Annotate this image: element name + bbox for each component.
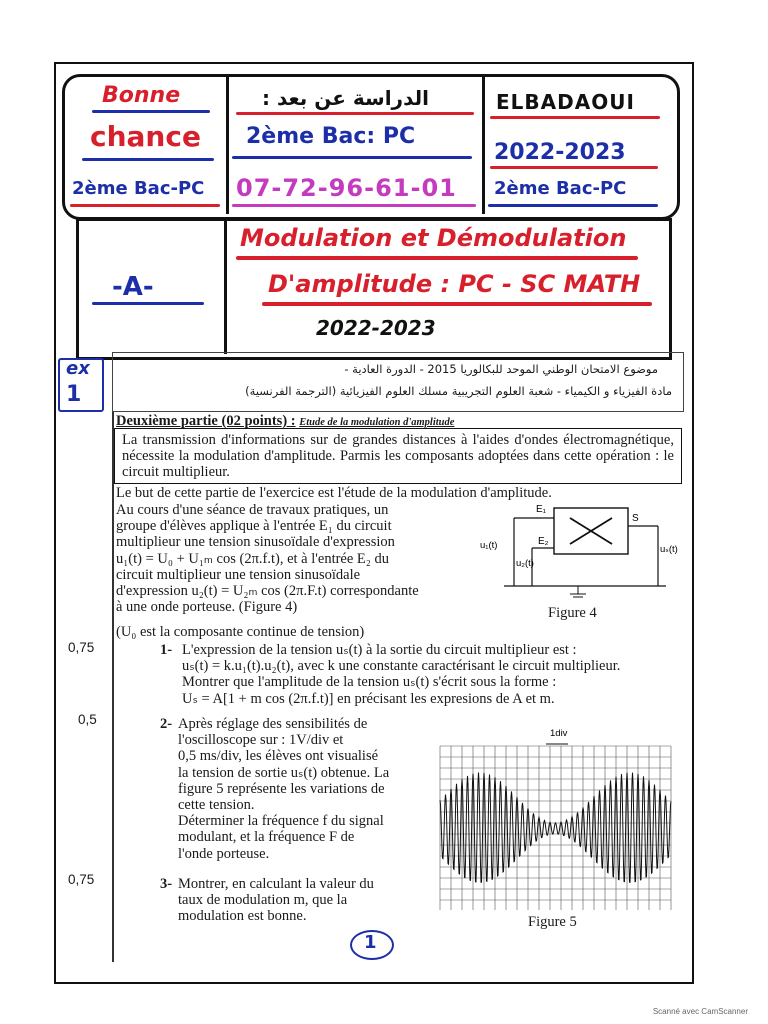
underline: [232, 204, 476, 207]
question-line: la tension de sortie uₛ(t) obtenue. La: [178, 764, 390, 781]
figure5-oscilloscope: [438, 720, 680, 910]
question-line: Montrer, en calculant la valeur du: [178, 876, 374, 892]
module-divider: [224, 218, 227, 354]
part-subtitle: Etude de la modulation d'amplitude: [299, 417, 455, 428]
context-line: groupe d'élèves applique à l'entrée E₁ du circuit: [116, 518, 392, 535]
label-s: S: [632, 513, 639, 524]
modulated-signal-trace: [440, 773, 671, 883]
question-line: 0,5 ms/div, les élèves ont visualisé: [178, 748, 379, 765]
header-class-left: 2ème Bac-PC: [72, 178, 205, 199]
module-title-line1: Modulation et Démodulation: [240, 224, 627, 252]
label-us: uₛ(t): [660, 544, 678, 555]
underline: [490, 166, 658, 169]
question-line: figure 5 représente les variations de: [178, 780, 385, 797]
underline: [232, 156, 472, 159]
header-divider-left: [226, 74, 229, 214]
question-line: L'expression de la tension uₛ(t) à la sortie du circuit multiplieur est :: [182, 642, 577, 658]
goal-text: Le but de cette partie de l'exercice est l'étude de la modulation d'amplitude.: [116, 485, 552, 501]
question-line: Après réglage des sensibilités de: [178, 716, 368, 732]
header-divider-right: [482, 74, 485, 214]
exam-source-line2: مادة الفيزياء و الكيمياء - شعبة العلوم التجريبية مسلك العلوم الفيزيائية (الترجمة الفرنسية): [245, 384, 672, 398]
header-bonne: Bonne: [102, 83, 181, 108]
underline: [236, 256, 638, 260]
question3-text: [178, 876, 426, 925]
header-author: ELBADAOUI: [496, 90, 635, 114]
label-e1: E₁: [536, 504, 547, 515]
figure4-caption: Figure 4: [548, 605, 597, 621]
context-line: multiplieur une tension sinusoïdale d'expression: [116, 534, 395, 551]
scanner-footer: Scanné avec CamScanner: [652, 1007, 748, 1016]
header-phone: 07-72-96-61-01: [236, 174, 457, 202]
header-chance: chance: [90, 120, 201, 153]
context-line: u₁(t) = U₀ + U₁ₘ cos (2π.f.t), et à l'entrée E₂ du: [116, 550, 389, 567]
intro-text: La transmission d'informations sur de grandes distances à l'aides d'ondes électromagnétique, nécessite la modulation d'amplitude. Parmis les composants adoptées dans cette opération : le circuit multiplieur.: [122, 432, 674, 481]
figure5-caption: Figure 5: [528, 914, 577, 930]
question3-score: 0,75: [68, 872, 95, 887]
question-line: l'onde porteuse.: [178, 845, 270, 862]
label-e2: E₂: [538, 536, 549, 547]
score-margin-line: [112, 412, 114, 962]
label-u1: u₁(t): [480, 540, 498, 551]
section-letter: -A-: [112, 272, 154, 302]
underline: [92, 110, 210, 113]
question-line: l'oscilloscope sur : 1V/div et: [178, 732, 344, 749]
exam-source-line1: موضوع الامتحان الوطني الموحد للبكالوريا 2015 - الدورة العادية -: [344, 362, 658, 376]
underline: [82, 158, 214, 161]
exam-source-box: [112, 352, 684, 412]
question-line: modulant, et la fréquence F de: [178, 829, 355, 846]
u0-note: (U₀ est la composante continue de tension): [116, 624, 365, 640]
div-marker-label: 1div: [550, 728, 568, 739]
context-paragraph: [116, 502, 466, 615]
question-line: modulation est bonne.: [178, 908, 307, 925]
question1-score: 0,75: [68, 640, 95, 655]
question2-text: [178, 716, 426, 862]
underline: [236, 112, 474, 115]
context-line: circuit multiplieur une tension sinusoïdale: [116, 566, 361, 583]
question-line: Déterminer la fréquence f du signal: [178, 813, 384, 830]
exercise-tag-label: ex: [66, 358, 90, 379]
underline: [490, 116, 660, 119]
header-class-right: 2ème Bac-PC: [494, 178, 627, 199]
context-line: d'expression u₂(t) = U₂ₘ cos (2π.F.t) correspondante: [116, 583, 419, 600]
header-class-center: 2ème Bac: PC: [246, 124, 416, 149]
question1-text: [182, 642, 682, 707]
module-year: 2022-2023: [316, 316, 436, 340]
question-line: Montrer que l'amplitude de la tension uₛ(t) s'écrit sous la forme :: [182, 674, 557, 691]
header-distance-arabic: الدراسة عن بعد :: [262, 86, 429, 110]
exercise-number: 1: [66, 382, 82, 407]
page-number: 1: [364, 932, 377, 953]
figure4-circuit: [474, 500, 686, 604]
question3-number: 3-: [160, 876, 173, 892]
question-line: cette tension.: [178, 797, 255, 814]
underline: [488, 204, 658, 207]
label-u2: u₂(t): [516, 558, 534, 569]
context-line: Au cours d'une séance de travaux pratiques, un: [116, 502, 389, 518]
question2-number: 2-: [160, 716, 173, 732]
underline: [262, 302, 652, 306]
header-year: 2022-2023: [494, 140, 626, 165]
question2-score: 0,5: [78, 712, 97, 727]
module-title-line2: D'amplitude : PC - SC MATH: [268, 270, 641, 298]
question-line: Uₛ = A[1 + m cos (2π.f.t)] en précisant les expresions de A et m.: [182, 690, 555, 707]
underline: [70, 204, 220, 207]
question1-number: 1-: [160, 642, 173, 658]
question-line: taux de modulation m, que la: [178, 892, 348, 909]
part-title: Deuxième partie (02 points) :: [116, 413, 296, 429]
underline: [92, 302, 204, 305]
question-line: uₛ(t) = k.u₁(t).u₂(t), avec k une constante caractérisant le circuit multiplieur.: [182, 658, 621, 675]
context-line: à une onde porteuse. (Figure 4): [116, 599, 298, 616]
